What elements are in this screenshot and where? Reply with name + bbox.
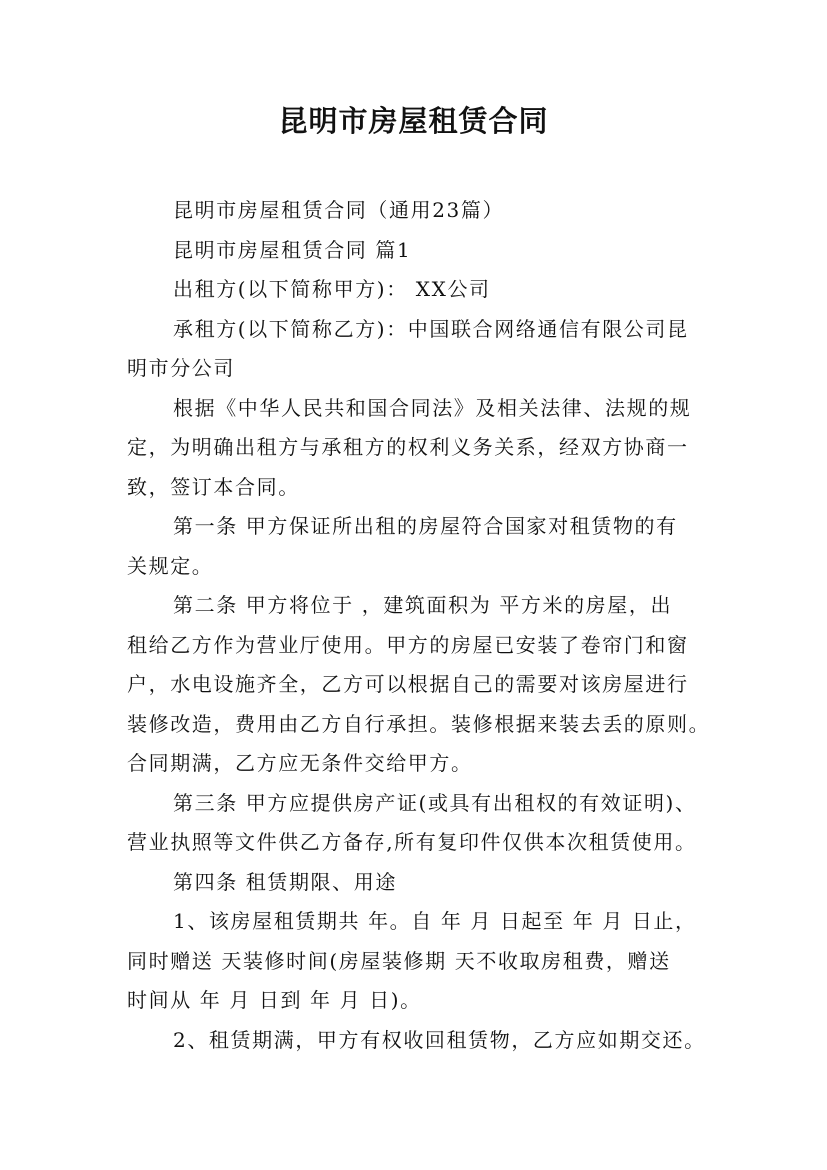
text-line: 昆明市房屋租赁合同（通用23篇） <box>173 198 505 222</box>
text-line: 2、租赁期满，甲方有权收回租赁物，乙方应如期交还。 <box>173 1028 706 1052</box>
text-line: 承租方(以下简称乙方)：中国联合网络通信有限公司昆 <box>173 317 689 341</box>
text-line: 同时赠送 天装修时间(房屋装修期 天不收取房租费，赠送 <box>127 949 671 973</box>
text-line: 定，为明确出租方与承租方的权利义务关系，经双方协商一 <box>127 435 689 459</box>
text-line: 致，签订本合同。 <box>127 475 300 499</box>
text-line: 合同期满，乙方应无条件交给甲方。 <box>127 751 473 775</box>
text-line: 明市分公司 <box>127 356 235 380</box>
text-line: 租给乙方作为营业厅使用。甲方的房屋已安装了卷帘门和窗 <box>127 633 689 657</box>
text-line: 户，水电设施齐全，乙方可以根据自己的需要对该房屋进行 <box>127 672 689 696</box>
text-line: 昆明市房屋租赁合同 篇1 <box>173 238 412 262</box>
text-line: 装修改造，费用由乙方自行承担。装修根据来装去丢的原则。 <box>127 712 711 736</box>
text-line: 第三条 甲方应提供房产证(或具有出租权的有效证明)、 <box>173 791 697 815</box>
text-line: 关规定。 <box>127 554 214 578</box>
text-line: 出租方(以下简称甲方)： XX公司 <box>173 277 491 301</box>
text-line: 第一条 甲方保证所出租的房屋符合国家对租赁物的有 <box>173 514 678 538</box>
text-line: 时间从 年 月 日到 年 月 日)。 <box>127 988 422 1012</box>
text-line: 根据《中华人民共和国合同法》及相关法律、法规的规 <box>173 396 692 420</box>
text-line: 1、该房屋租赁期共 年。自 年 月 日起至 年 月 日止， <box>173 909 697 933</box>
text-line: 营业执照等文件供乙方备存,所有复印件仅供本次租赁使用。 <box>127 830 697 854</box>
text-line: 第二条 甲方将位于 ，建筑面积为 平方米的房屋，出 <box>173 593 673 617</box>
document-title: 昆明市房屋租赁合同 <box>278 104 549 138</box>
text-line: 第四条 租赁期限、用途 <box>173 870 397 894</box>
